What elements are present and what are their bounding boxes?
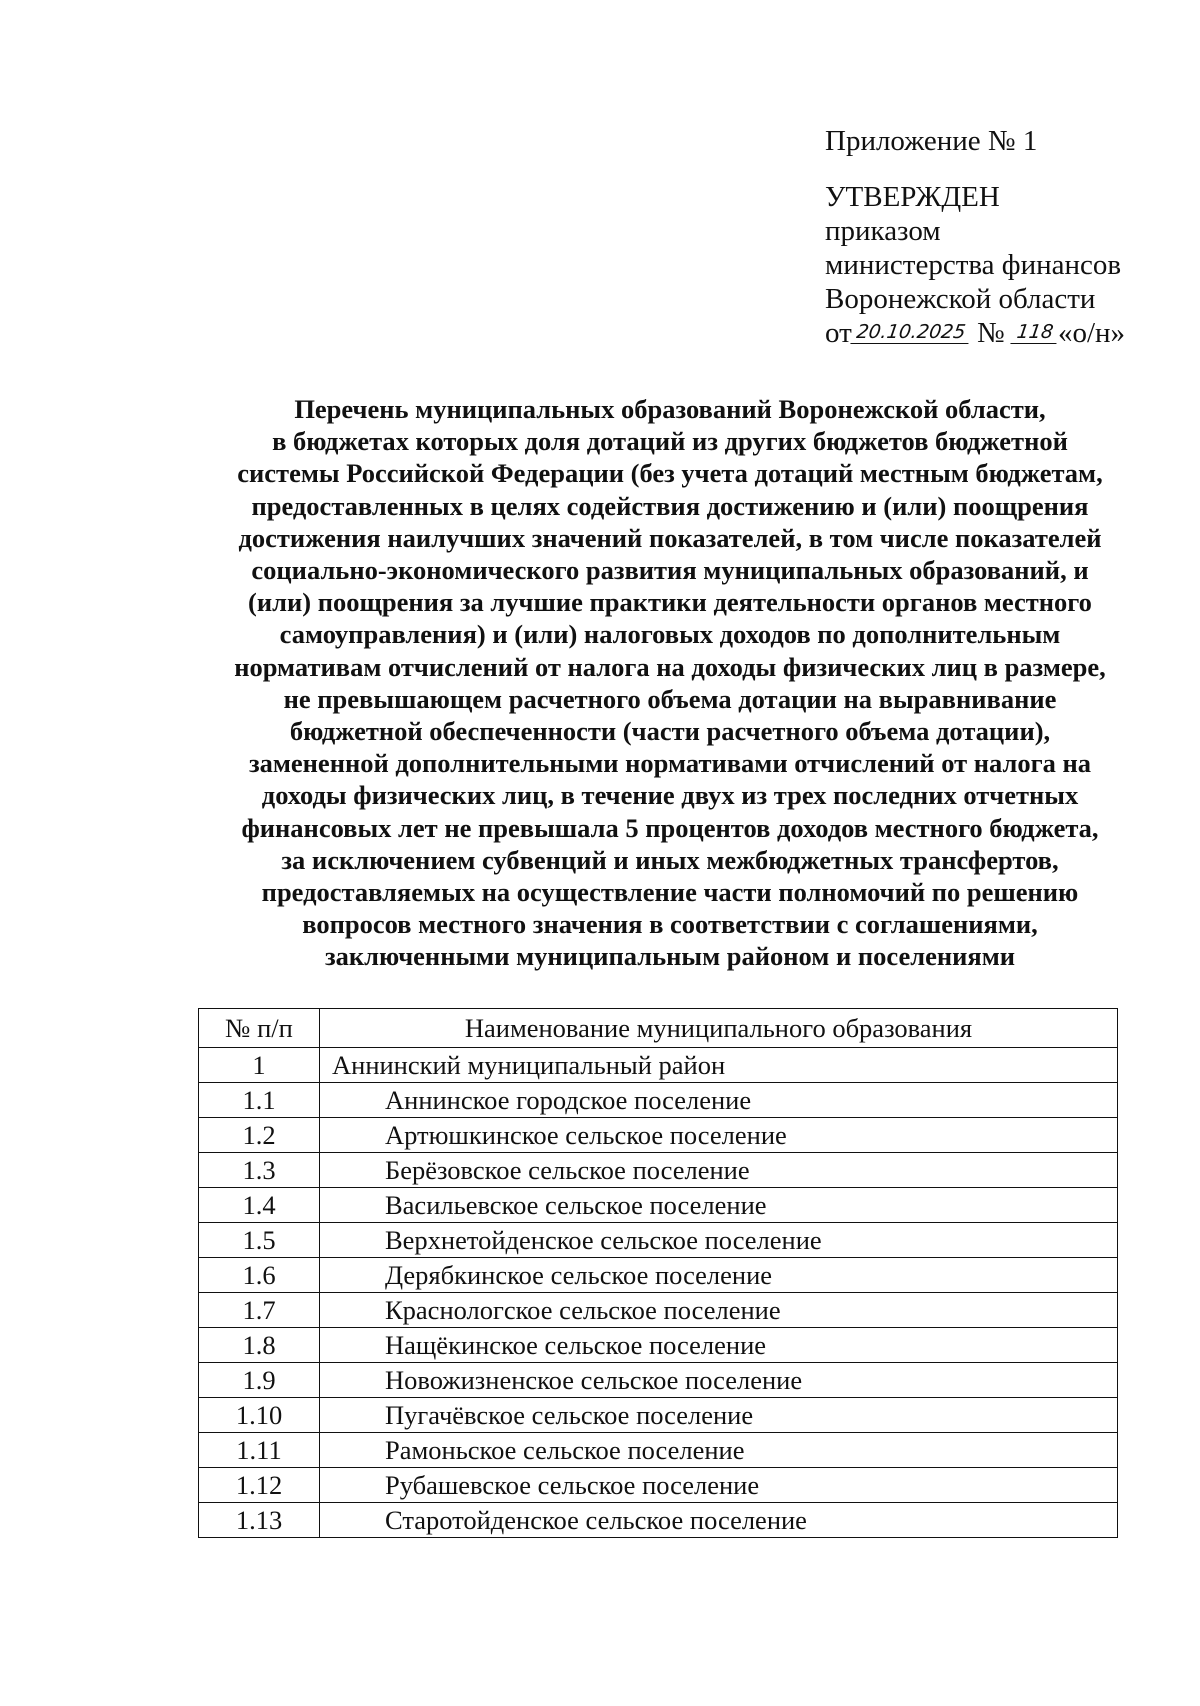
row-number: 1.3: [199, 1153, 320, 1188]
table-row: [199, 1468, 1118, 1503]
table-row: [199, 1118, 1118, 1153]
row-municipality-name: Берёзовское сельское поселение: [320, 1153, 1118, 1188]
row-number: 1.7: [199, 1293, 320, 1328]
title-line: нормативам отчислений от налога на доходы физических лиц в размере,: [234, 651, 1106, 682]
order-suffix: «о/н»: [1057, 317, 1126, 349]
title-line: за исключением субвенций и иных межбюджетных трансфертов,: [281, 844, 1059, 875]
table-row: [199, 1398, 1118, 1433]
row-number: 1.9: [199, 1363, 320, 1398]
table-row: [199, 1328, 1118, 1363]
title-line: предоставляемых на осуществление части полномочий по решению: [261, 877, 1079, 908]
row-number: 1.10: [199, 1398, 320, 1433]
appendix-label: Приложение № 1: [825, 125, 1038, 157]
title-line: в бюджетах которых доля дотаций из других бюджетов бюджетной: [272, 426, 1068, 457]
table-row: [199, 1503, 1118, 1538]
number-sign: №: [977, 317, 1005, 349]
row-municipality-name: Старотойденское сельское поселение: [320, 1503, 1118, 1538]
header-number: № п/п: [199, 1009, 320, 1048]
table-row: [199, 1433, 1118, 1468]
table-row: [199, 1293, 1118, 1328]
title-line: доходы физических лиц, в течение двух из трех последних отчетных: [261, 780, 1079, 811]
title-line: финансовых лет не превышала 5 процентов доходов местного бюджета,: [241, 812, 1099, 843]
title-line: системы Российской Федерации (без учета дотаций местным бюджетам,: [237, 458, 1103, 489]
row-municipality-name: Нащёкинское сельское поселение: [320, 1328, 1118, 1363]
row-number: 1.5: [199, 1223, 320, 1258]
approval-date-line: [825, 316, 1125, 350]
row-number: 1.2: [199, 1118, 320, 1153]
municipalities-table: [198, 1008, 1118, 1538]
row-municipality-name: Верхнетойденское сельское поселение: [320, 1223, 1118, 1258]
title-line: заключенными муниципальным районом и поселениями: [324, 941, 1016, 972]
handwritten-number: 118: [1010, 321, 1059, 344]
table-row: [199, 1258, 1118, 1293]
from-prefix: от: [825, 317, 852, 349]
row-number: 1.6: [199, 1258, 320, 1293]
table-row: [199, 1363, 1118, 1398]
row-municipality-name: Артюшкинское сельское поселение: [320, 1118, 1118, 1153]
document-title: [190, 393, 1150, 973]
title-line: не превышающем расчетного объема дотации на выравнивание: [283, 683, 1057, 714]
table-header-row: [199, 1009, 1118, 1048]
row-number: 1.8: [199, 1328, 320, 1363]
row-number: 1.11: [199, 1433, 320, 1468]
row-municipality-name: Новожизненское сельское поселение: [320, 1363, 1118, 1398]
row-municipality-name: Краснологское сельское поселение: [320, 1293, 1118, 1328]
title-line: Перечень муниципальных образований Воронежской области,: [294, 394, 1046, 424]
row-municipality-name: Аннинский муниципальный район: [320, 1048, 1118, 1083]
row-municipality-name: Рубашевское сельское поселение: [320, 1468, 1118, 1503]
row-municipality-name: Васильевское сельское поселение: [320, 1188, 1118, 1223]
table-row: [199, 1223, 1118, 1258]
approval-line-order: приказом: [825, 215, 941, 247]
title-line: вопросов местного значения в соответствии с соглашениями,: [302, 909, 1038, 940]
table-row: [199, 1048, 1118, 1083]
title-line: бюджетной обеспеченности (части расчетного объема дотации),: [289, 716, 1051, 747]
row-municipality-name: Пугачёвское сельское поселение: [320, 1398, 1118, 1433]
table-row: [199, 1083, 1118, 1118]
row-municipality-name: Дерябкинское сельское поселение: [320, 1258, 1118, 1293]
approved-label: УТВЕРЖДЕН: [825, 181, 1000, 213]
approval-line-ministry: министерства финансов: [825, 249, 1122, 281]
table-row: [199, 1153, 1118, 1188]
table-row: [199, 1188, 1118, 1223]
title-line: самоуправления) и (или) налоговых доходов по дополнительным: [279, 619, 1061, 650]
row-municipality-name: Аннинское городское поселение: [320, 1083, 1118, 1118]
title-line: (или) поощрения за лучшие практики деятельности органов местного: [248, 587, 1092, 618]
handwritten-date: 20.10.2025: [850, 321, 971, 344]
title-line: замененной дополнительными нормативами отчислений от налога на: [248, 748, 1092, 779]
title-line: предоставленных в целях содействия достижению и (или) поощрения: [251, 490, 1089, 521]
approval-line-region: Воронежской области: [825, 283, 1096, 315]
approval-block: [825, 124, 1125, 350]
title-line: социально-экономического развития муниципальных образований, и: [251, 555, 1089, 586]
row-number: 1.1: [199, 1083, 320, 1118]
row-number: 1.12: [199, 1468, 320, 1503]
header-name: Наименование муниципального образования: [320, 1009, 1118, 1048]
title-line: достижения наилучших значений показателей, в том числе показателей: [238, 522, 1102, 553]
row-municipality-name: Рамоньское сельское поселение: [320, 1433, 1118, 1468]
row-number: 1.13: [199, 1503, 320, 1538]
row-number: 1: [199, 1048, 320, 1083]
row-number: 1.4: [199, 1188, 320, 1223]
